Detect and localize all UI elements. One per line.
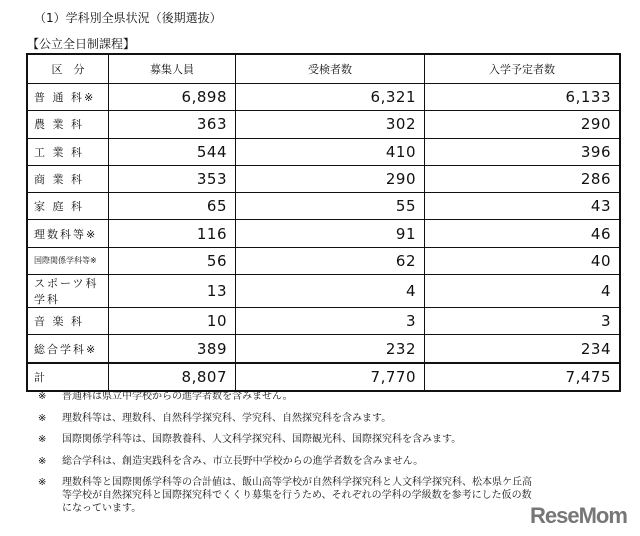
- notes: [38, 390, 532, 524]
- cell-value: 116: [109, 220, 236, 247]
- table-row: [27, 308, 620, 335]
- row-label: 普 通 科※: [27, 84, 109, 111]
- cell-value: 234: [425, 335, 621, 363]
- table-row: [27, 220, 620, 247]
- cell-value: 544: [109, 138, 236, 165]
- cell-value: 62: [236, 247, 425, 274]
- cell-value: 65: [109, 193, 236, 220]
- table-row: [27, 84, 620, 111]
- resemom-logo: ReseMom: [530, 503, 627, 528]
- subtitle: 【公立全日制課程】: [27, 37, 136, 51]
- table-row: [27, 275, 620, 308]
- cell-value: 286: [425, 165, 621, 192]
- cell-value: 46: [425, 220, 621, 247]
- row-label: 家 庭 科: [27, 193, 109, 220]
- cell-value: 6,321: [236, 84, 425, 111]
- cell-value: 6,898: [109, 84, 236, 111]
- table-row: [27, 247, 620, 274]
- column-header: 募集人員: [109, 54, 236, 84]
- note-text: 理数科等と国際関係学科等の合計値は、飯山高等学校が自然科学探究科と人文科学探究科、松本県ケ丘高等学校が自然探究科と国際探究科でくくり募集を行うため、それぞれの学科の学級数を参考にした仮の数になっています。: [62, 477, 532, 514]
- note-mark: ※: [38, 391, 47, 402]
- cell-value: 56: [109, 247, 236, 274]
- row-label: 国際関係学科等※: [27, 247, 109, 274]
- note-text: 普通科は県立中学校からの進学者数を含みません。: [62, 391, 293, 402]
- row-label: 音 楽 科: [27, 308, 109, 335]
- note-text: 総合学科は、創造実践科を含み、市立長野中学校からの進学者数を含みません。: [62, 455, 424, 467]
- cell-value: 91: [236, 220, 425, 247]
- cell-value: 3: [236, 308, 425, 335]
- cell-value: 55: [236, 193, 425, 220]
- cell-value: 290: [425, 111, 621, 138]
- note-item: [38, 476, 532, 515]
- table-row: [27, 138, 620, 165]
- note-text: 理数科等は、理数科、自然科学探究科、学究科、自然探究科を含みます。: [62, 412, 392, 424]
- cell-value: 43: [425, 193, 621, 220]
- admissions-table: [26, 53, 621, 392]
- cell-value: 13: [109, 275, 236, 308]
- note-mark: ※: [38, 455, 47, 467]
- cell-value: 410: [236, 138, 425, 165]
- note-item: [38, 455, 532, 468]
- cell-value: 302: [236, 111, 425, 138]
- cell-value: 232: [236, 335, 425, 363]
- cell-value: 6,133: [425, 84, 621, 111]
- table-row: [27, 165, 620, 192]
- cell-value: 4: [425, 275, 621, 308]
- table-row: [27, 111, 620, 138]
- cell-value: 10: [109, 308, 236, 335]
- row-label: 理数科等※: [27, 220, 109, 247]
- cell-value: 396: [425, 138, 621, 165]
- note-mark: ※: [38, 477, 47, 488]
- row-label: 農 業 科: [27, 111, 109, 138]
- header-row: [27, 54, 620, 84]
- row-label: スポーツ科学科: [27, 275, 109, 308]
- cell-value: 40: [425, 247, 621, 274]
- cell-value: 290: [236, 165, 425, 192]
- cell-value: 7,475: [425, 363, 621, 391]
- cell-value: 4: [236, 275, 425, 308]
- table-row: [27, 335, 620, 363]
- column-header: 受検者数: [236, 54, 425, 84]
- note-mark: ※: [38, 434, 47, 445]
- cell-value: 8,807: [109, 363, 236, 391]
- column-header: 区 分: [27, 54, 109, 84]
- row-label: 総合学科※: [27, 335, 109, 363]
- note-text: 国際関係学科等は、国際教養科、人文科学探究科、国際観光科、国際探究科を含みます。: [62, 434, 462, 445]
- note-item: [38, 412, 532, 425]
- row-label: 計: [27, 363, 109, 391]
- table-row: [27, 193, 620, 220]
- cell-value: 363: [109, 111, 236, 138]
- note-item: [38, 390, 532, 403]
- cell-value: 7,770: [236, 363, 425, 391]
- row-label: 工 業 科: [27, 138, 109, 165]
- row-label: 商 業 科: [27, 165, 109, 192]
- cell-value: 389: [109, 335, 236, 363]
- cell-value: 353: [109, 165, 236, 192]
- note-item: [38, 433, 532, 446]
- section-title: （1）学科別全県状況（後期選抜）: [34, 11, 222, 25]
- note-mark: ※: [38, 412, 47, 424]
- total-row: [27, 363, 620, 391]
- column-header: 入学予定者数: [425, 54, 621, 84]
- cell-value: 3: [425, 308, 621, 335]
